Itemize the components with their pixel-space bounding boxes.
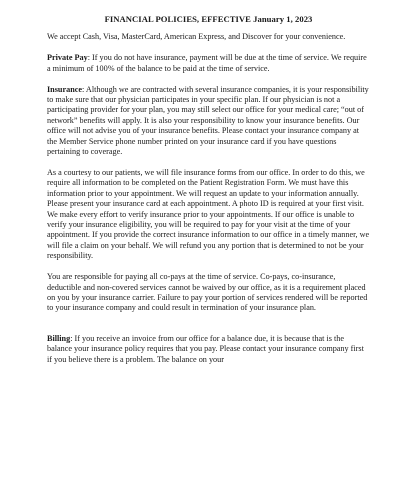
insurance-forms-paragraph <box>47 168 370 262</box>
paragraph-text: As a courtesy to our patients, we will file insurance forms from our office. In order to do this, we require all information to be completed on the Patient Registration Form. We must have this information prior to your appointment. We will request an update to your information annually. Please present your insurance card at each appointment. A photo ID is required at your first visit. We make every effort to verify insurance prior to your appointments. If our office is unable to verify your insurance eligibility, you will be required to pay for your visit at the time of your appointment. If you provide the correct insurance information to our office in a timely manner, we will file a claim on your behalf. We will refund you any portion that is determined to not be your responsibility. <box>47 167 370 261</box>
paragraph-heading: Insurance <box>47 84 83 94</box>
paragraph-text: You are responsible for paying all co-pays at the time of service. Co-pays, co-insurance, deductible and non-covered services cannot be waived by our office, as it is a requirement placed on you by your insurance carrier. Failure to pay your portion of services rendered will be reported to your insurance company and could result in termination of your insurance plan. <box>47 272 368 313</box>
document-title: FINANCIAL POLICIES, EFFECTIVE January 1, 2023 <box>104 14 313 24</box>
paragraph-text: : If you do not have insurance, payment will be due at the time of service. We require a minimum of 100% of the balance to be paid at the time of service. <box>47 53 367 73</box>
paragraph-text: We accept Cash, Visa, MasterCard, American Express, and Discover for your convenience. <box>47 32 346 42</box>
insurance-paragraph <box>47 85 370 158</box>
payment-methods-paragraph <box>47 32 370 42</box>
paragraph-heading: Billing <box>47 333 71 343</box>
paragraph-text: : Although we are contracted with several insurance companies, it is your responsibility to make sure that our physician participates in your specific plan. If our physician is not a participating provider for your plan, you may still select our office for your medical care; “out of network” benefits will apply. It is also your responsibility to know your insurance benefits. Our office will not advise you of your insurance benefits. Please contact your insurance company at the Member Service phone number printed on your insurance card if you have questions pertaining to coverage. <box>47 84 369 157</box>
co-pays-paragraph <box>47 272 370 314</box>
private-pay-paragraph <box>47 53 370 74</box>
paragraph-heading: Private Pay <box>47 53 88 63</box>
billing-paragraph <box>47 334 370 365</box>
paragraph-text: : If you receive an invoice from our office for a balance due, it is because that is the balance your insurance policy requires that you pay. Please contact your insurance company first if you believe there is a problem. The balance on your <box>47 333 364 364</box>
